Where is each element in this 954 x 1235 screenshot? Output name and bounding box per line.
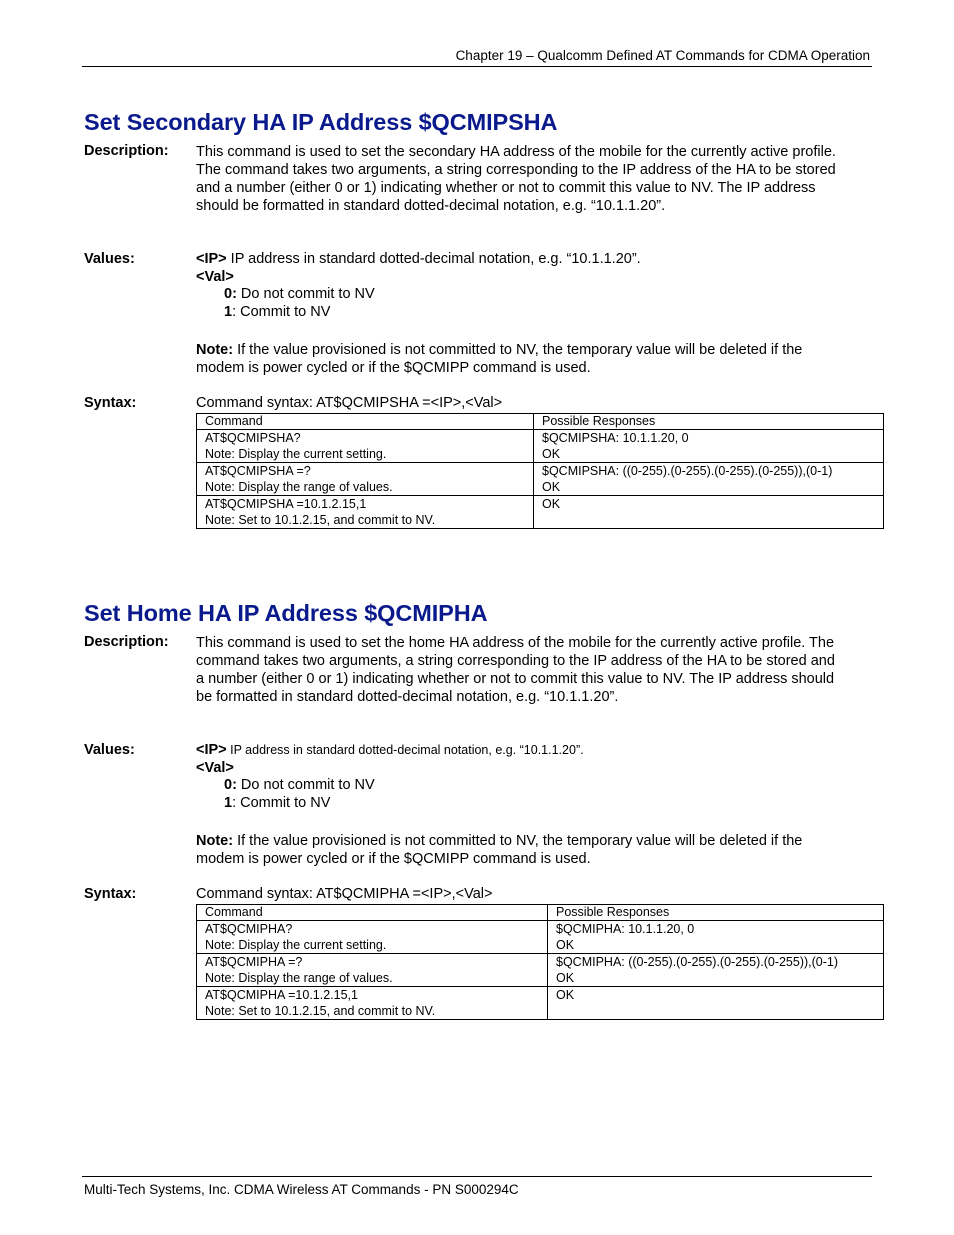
- command-cell: [197, 921, 548, 954]
- table-header-command: Command: [197, 414, 534, 430]
- syntax-label: Syntax:: [84, 395, 137, 411]
- command-text: AT$QCMIPHA =10.1.2.15,1: [205, 988, 358, 1002]
- response-ok: OK: [542, 447, 561, 461]
- values-label: Values:: [84, 742, 135, 758]
- syntax-text: Command syntax: AT$QCMIPSHA =<IP>,<Val>: [196, 395, 503, 411]
- val-tag-line: [196, 269, 234, 285]
- response-ok: OK: [556, 971, 575, 985]
- syntax-label: Syntax:: [84, 886, 137, 902]
- table-header-row: [197, 905, 884, 921]
- table-header-command: Command: [197, 905, 548, 921]
- description-text: This command is used to set the home HA address of the mobile for the currently active profile. The command takes two arguments, a string corresponding to the IP address of the HA to be stored and a number (either 0 or 1) indicating whether or not to commit this value to NV. The IP address should be formatted in standard dotted-decimal notation, e.g. “10.1.1.20”.: [196, 635, 835, 705]
- val-tag-line: [196, 760, 234, 776]
- option-0-key: 0:: [224, 777, 237, 793]
- note-text: If the value provisioned is not committed to NV, the temporary value will be deleted if the modem is power cycled or if the $QCMIPP command is used.: [196, 833, 803, 867]
- response-text: OK: [556, 988, 575, 1002]
- chapter-title: Chapter 19 – Qualcomm Defined AT Commands for CDMA Operation: [455, 48, 870, 63]
- command-note: Note: Set to 10.1.2.15, and commit to NV.: [205, 1004, 436, 1018]
- table-header-row: [197, 414, 884, 430]
- response-text: OK: [542, 497, 561, 511]
- option-1-text: : Commit to NV: [232, 795, 331, 811]
- description-label: Description:: [84, 634, 169, 650]
- command-note: Note: Display the current setting.: [205, 447, 387, 461]
- footer-text: Multi-Tech Systems, Inc. CDMA Wireless AT Commands - PN S000294C: [84, 1182, 519, 1197]
- option-0-text: Do not commit to NV: [236, 286, 375, 302]
- page-header: [82, 47, 872, 67]
- ip-text: IP address in standard dotted-decimal notation, e.g. “10.1.1.20”.: [226, 743, 584, 757]
- response-text: $QCMIPSHA: ((0-255).(0-255).(0-255).(0-255)),(0-1): [542, 464, 833, 478]
- option-1-key: 1: [224, 304, 233, 320]
- command-table: [196, 413, 884, 529]
- command-cell: [197, 463, 534, 496]
- note-text: If the value provisioned is not committed to NV, the temporary value will be deleted if the modem is power cycled or if the $QCMIPP command is used.: [196, 342, 803, 376]
- command-note: Note: Set to 10.1.2.15, and commit to NV.: [205, 513, 436, 527]
- response-cell: [548, 987, 884, 1020]
- command-text: AT$QCMIPSHA =10.1.2.15,1: [205, 497, 367, 511]
- table-row: [197, 987, 884, 1020]
- table-row: [197, 430, 884, 463]
- val-tag: <Val>: [196, 760, 234, 776]
- command-note: Note: Display the range of values.: [205, 971, 393, 985]
- option-0-text: Do not commit to NV: [236, 777, 375, 793]
- ip-value-line: [196, 742, 584, 758]
- option-1-text: : Commit to NV: [232, 304, 331, 320]
- values-label: Values:: [84, 251, 135, 267]
- command-note: Note: Display the current setting.: [205, 938, 387, 952]
- page-footer: [82, 1176, 872, 1197]
- response-cell: [534, 496, 884, 529]
- option-0: [224, 286, 375, 302]
- command-cell: [197, 430, 534, 463]
- command-text: AT$QCMIPHA =?: [205, 955, 303, 969]
- syntax-text: Command syntax: AT$QCMIPHA =<IP>,<Val>: [196, 886, 493, 902]
- response-cell: [548, 921, 884, 954]
- command-table: [196, 904, 884, 1020]
- response-cell: [534, 463, 884, 496]
- val-tag: <Val>: [196, 269, 234, 285]
- command-text: AT$QCMIPSHA =?: [205, 464, 311, 478]
- table-row: [197, 496, 884, 529]
- ip-tag: <IP>: [196, 251, 227, 267]
- response-text: $QCMIPHA: 10.1.1.20, 0: [556, 922, 695, 936]
- note-paragraph: [196, 832, 846, 868]
- table-row: [197, 954, 884, 987]
- table-header-responses: Possible Responses: [548, 905, 884, 921]
- description-label: Description:: [84, 143, 169, 159]
- table-row: [197, 921, 884, 954]
- command-text: AT$QCMIPSHA?: [205, 431, 301, 445]
- response-text: $QCMIPHA: ((0-255).(0-255).(0-255).(0-255)),(0-1): [556, 955, 839, 969]
- description-text: This command is used to set the secondary HA address of the mobile for the currently active profile. The command takes two arguments, a string corresponding to the IP address of the HA to be stored and a number (either 0 or 1) indicating whether or not to commit this value to NV. The IP address should be formatted in standard dotted-decimal notation, e.g. “10.1.1.20”.: [196, 144, 836, 214]
- ip-text: IP address in standard dotted-decimal notation, e.g. “10.1.1.20”.: [226, 251, 641, 267]
- section-title-secondary-ha: Set Secondary HA IP Address $QCMIPSHA: [84, 109, 558, 135]
- note-label: Note:: [196, 342, 234, 358]
- response-ok: OK: [542, 480, 561, 494]
- section-title-home-ha: Set Home HA IP Address $QCMIPHA: [84, 600, 488, 626]
- command-note: Note: Display the range of values.: [205, 480, 393, 494]
- option-1: [224, 304, 330, 320]
- response-text: $QCMIPSHA: 10.1.1.20, 0: [542, 431, 689, 445]
- response-cell: [548, 954, 884, 987]
- note-label: Note:: [196, 833, 234, 849]
- note-paragraph: [196, 341, 846, 377]
- table-header-responses: Possible Responses: [534, 414, 884, 430]
- option-0-key: 0:: [224, 286, 237, 302]
- command-cell: [197, 954, 548, 987]
- response-cell: [534, 430, 884, 463]
- command-cell: [197, 987, 548, 1020]
- option-0: [224, 777, 375, 793]
- option-1-key: 1: [224, 795, 233, 811]
- ip-tag: <IP>: [196, 742, 227, 758]
- table-row: [197, 463, 884, 496]
- command-cell: [197, 496, 534, 529]
- ip-value-line: [196, 251, 641, 267]
- command-text: AT$QCMIPHA?: [205, 922, 293, 936]
- option-1: [224, 795, 330, 811]
- response-ok: OK: [556, 938, 575, 952]
